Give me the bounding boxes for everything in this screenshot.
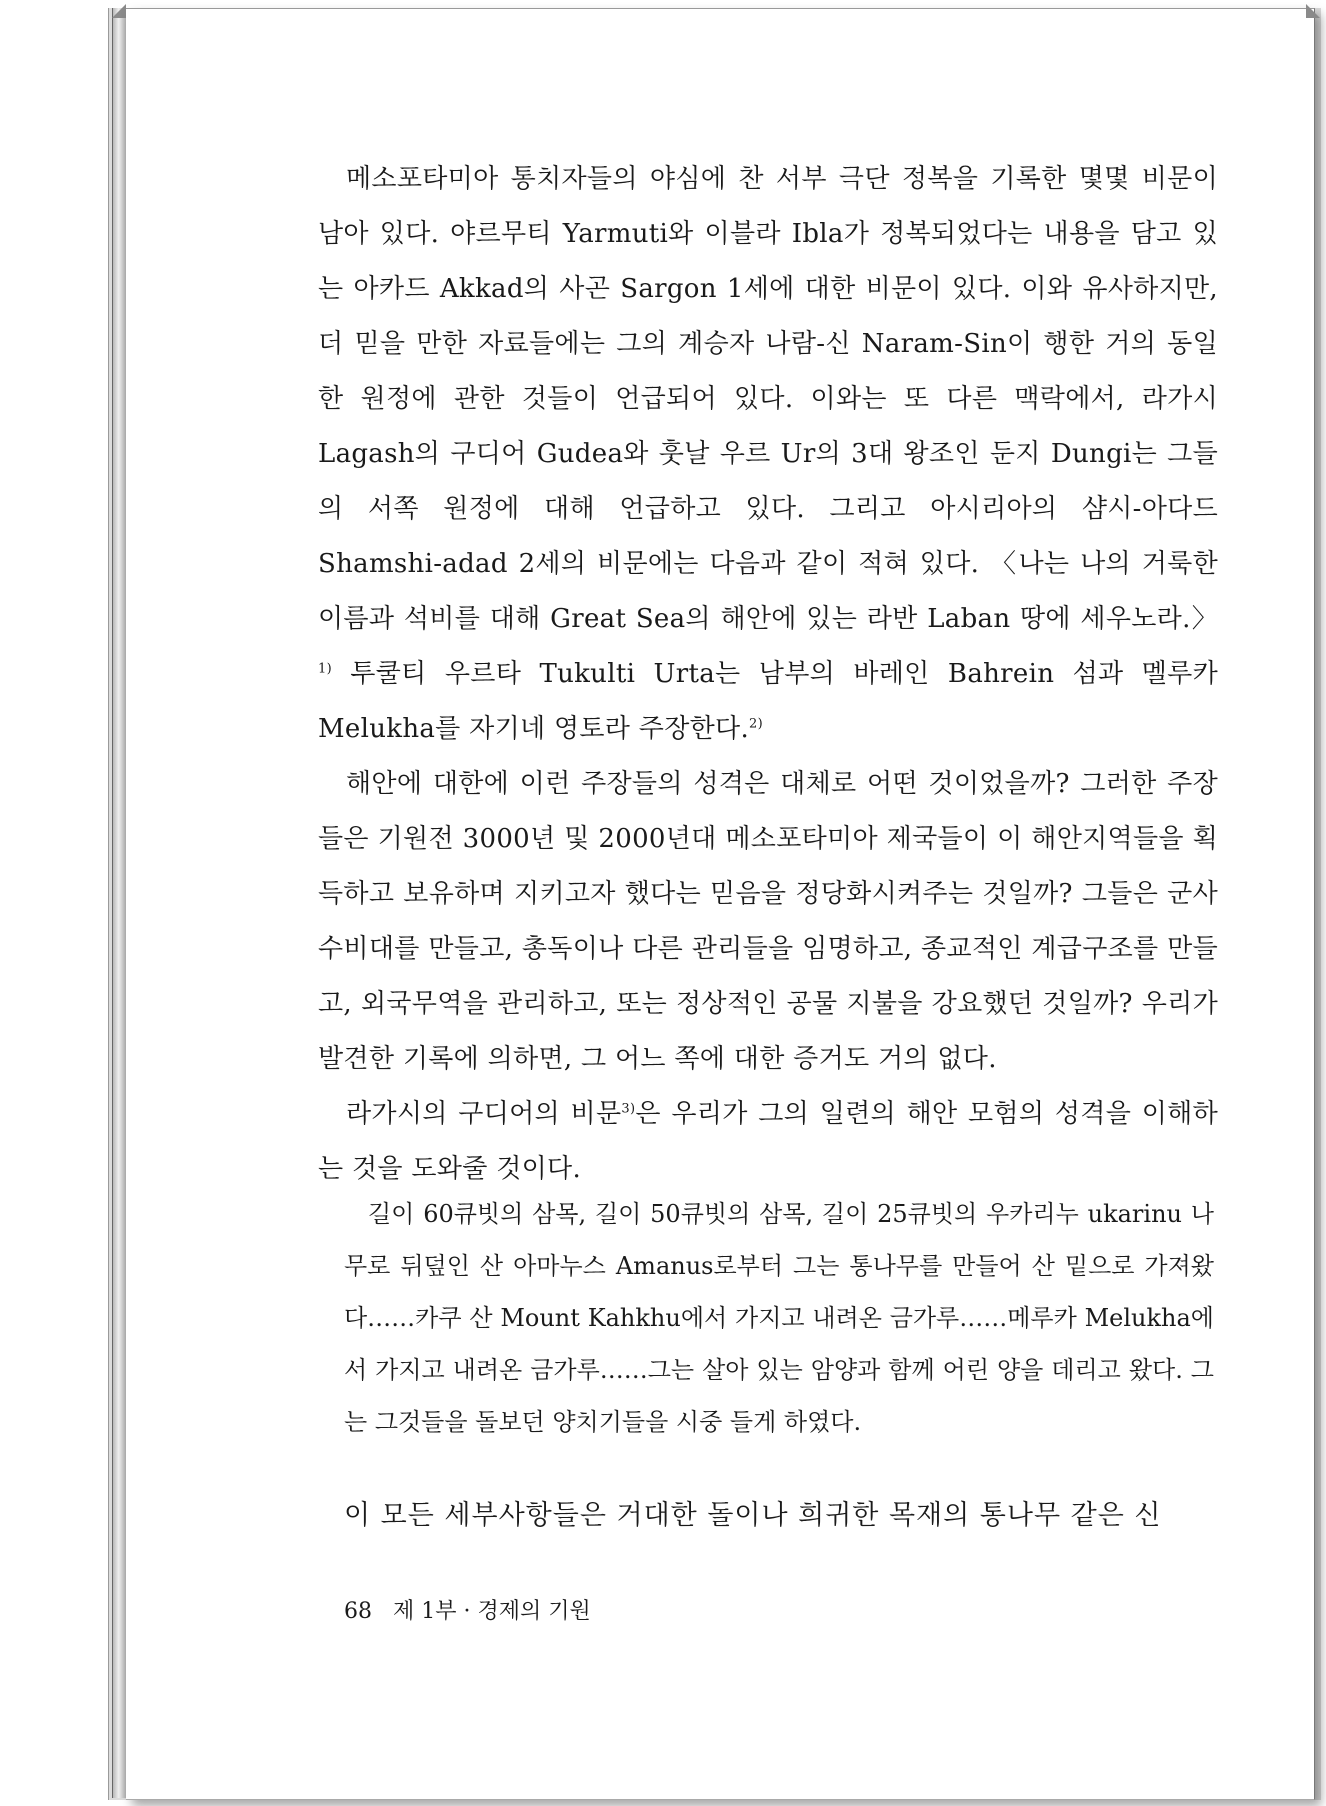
paragraph-1-text-b: 투쿨티 우르타 Tukulti Urta는 남부의 바레인 Bahrein 섬과 멜루카 Melukha를 자기네 영토라 주장한다. (318, 659, 1218, 744)
paragraph-3 (318, 1087, 1218, 1197)
page-edge (112, 8, 127, 1798)
footnote-ref-3: 3) (621, 1101, 636, 1117)
paragraph-2 (318, 757, 1218, 1087)
page-corner (112, 4, 126, 18)
paragraph-3-text-b: 은 우리가 그의 일련의 해안 모험의 성격을 이해하는 것을 도와줄 것이다. (318, 1099, 1218, 1184)
footnote-ref-1: 1) (318, 661, 332, 677)
page-corner-right (1306, 4, 1320, 18)
paragraph-3-text-a: 라가시의 구디어의 비문 (346, 1099, 622, 1129)
page-footer (344, 1596, 591, 1628)
footnote-ref-2: 2) (749, 716, 763, 732)
paragraph-1-text-a: 메소포타미아 통치자들의 야심에 찬 서부 극단 정복을 기록한 몇몇 비문이 남아 있다. 야르무티 Yarmuti와 이블라 Ibla가 정복되었다는 내용을 담고 있는 아카드 Akkad의 사곤 Sargon 1세에 대한 비문이 있다. 이와 유사하지만, 더 믿을 만한 자료들에는 그의 계승자 나람-신 Naram-Sin이 행한 거의 동일한 원정에 관한 것들이 언급되어 있다. 이와는 또 다른 맥락에서, 라가시 Lagash의 구디어 Gudea와 훗날 우르 Ur의 3대 왕조인 둔지 Dungi는 그들의 서쪽 원정에 대해 언급하고 있다. 그리고 아시리아의 샴시-아다드 Shamshi-adad 2세의 비문에는 다음과 같이 적혀 있다. 〈나는 나의 거룩한 이름과 석비를 대해 Great Sea의 해안에 있는 라반 Laban 땅에 세우노라.〉 (318, 164, 1218, 634)
main-text (318, 152, 1218, 1197)
continuation-line: 이 모든 세부사항들은 거대한 돌이나 희귀한 목재의 통나무 같은 신 (344, 1500, 1162, 1531)
block-quote (344, 1188, 1214, 1448)
section-title: 제 1부 · 경제의 기원 (393, 1599, 591, 1624)
paragraph-1 (318, 152, 1218, 757)
paragraph-2-text: 해안에 대한에 이런 주장들의 성격은 대체로 어떤 것이었을까? 그러한 주장들은 기원전 3000년 및 2000년대 메소포타미아 제국들이 이 해안지역들을 획득하고 보유하며 지키고자 했다는 믿음을 정당화시켜주는 것일까? 그들은 군사 수비대를 만들고, 총독이나 다른 관리들을 임명하고, 종교적인 계급구조를 만들고, 외국무역을 관리하고, 또는 정상적인 공물 지불을 강요했던 것일까? 우리가 발견한 기록에 의하면, 그 어느 쪽에 대한 증거도 거의 없다. (318, 769, 1218, 1074)
page-number: 68 (344, 1599, 372, 1624)
block-quote-text: 길이 60큐빗의 삼목, 길이 50큐빗의 삼목, 길이 25큐빗의 우카리누 ukarinu 나무로 뒤덮인 산 아마누스 Amanus로부터 그는 통나무를 만들어 산 밑으로 가져왔다……카쿠 산 Mount Kahkhu에서 가지고 내려온 금가루……메루카 Melukha에서 가지고 내려온 금가루……그는 살아 있는 암양과 함께 어린 양을 데리고 왔다. 그는 그것들을 돌보던 양치기들을 시중 들게 하였다. (344, 1200, 1214, 1436)
